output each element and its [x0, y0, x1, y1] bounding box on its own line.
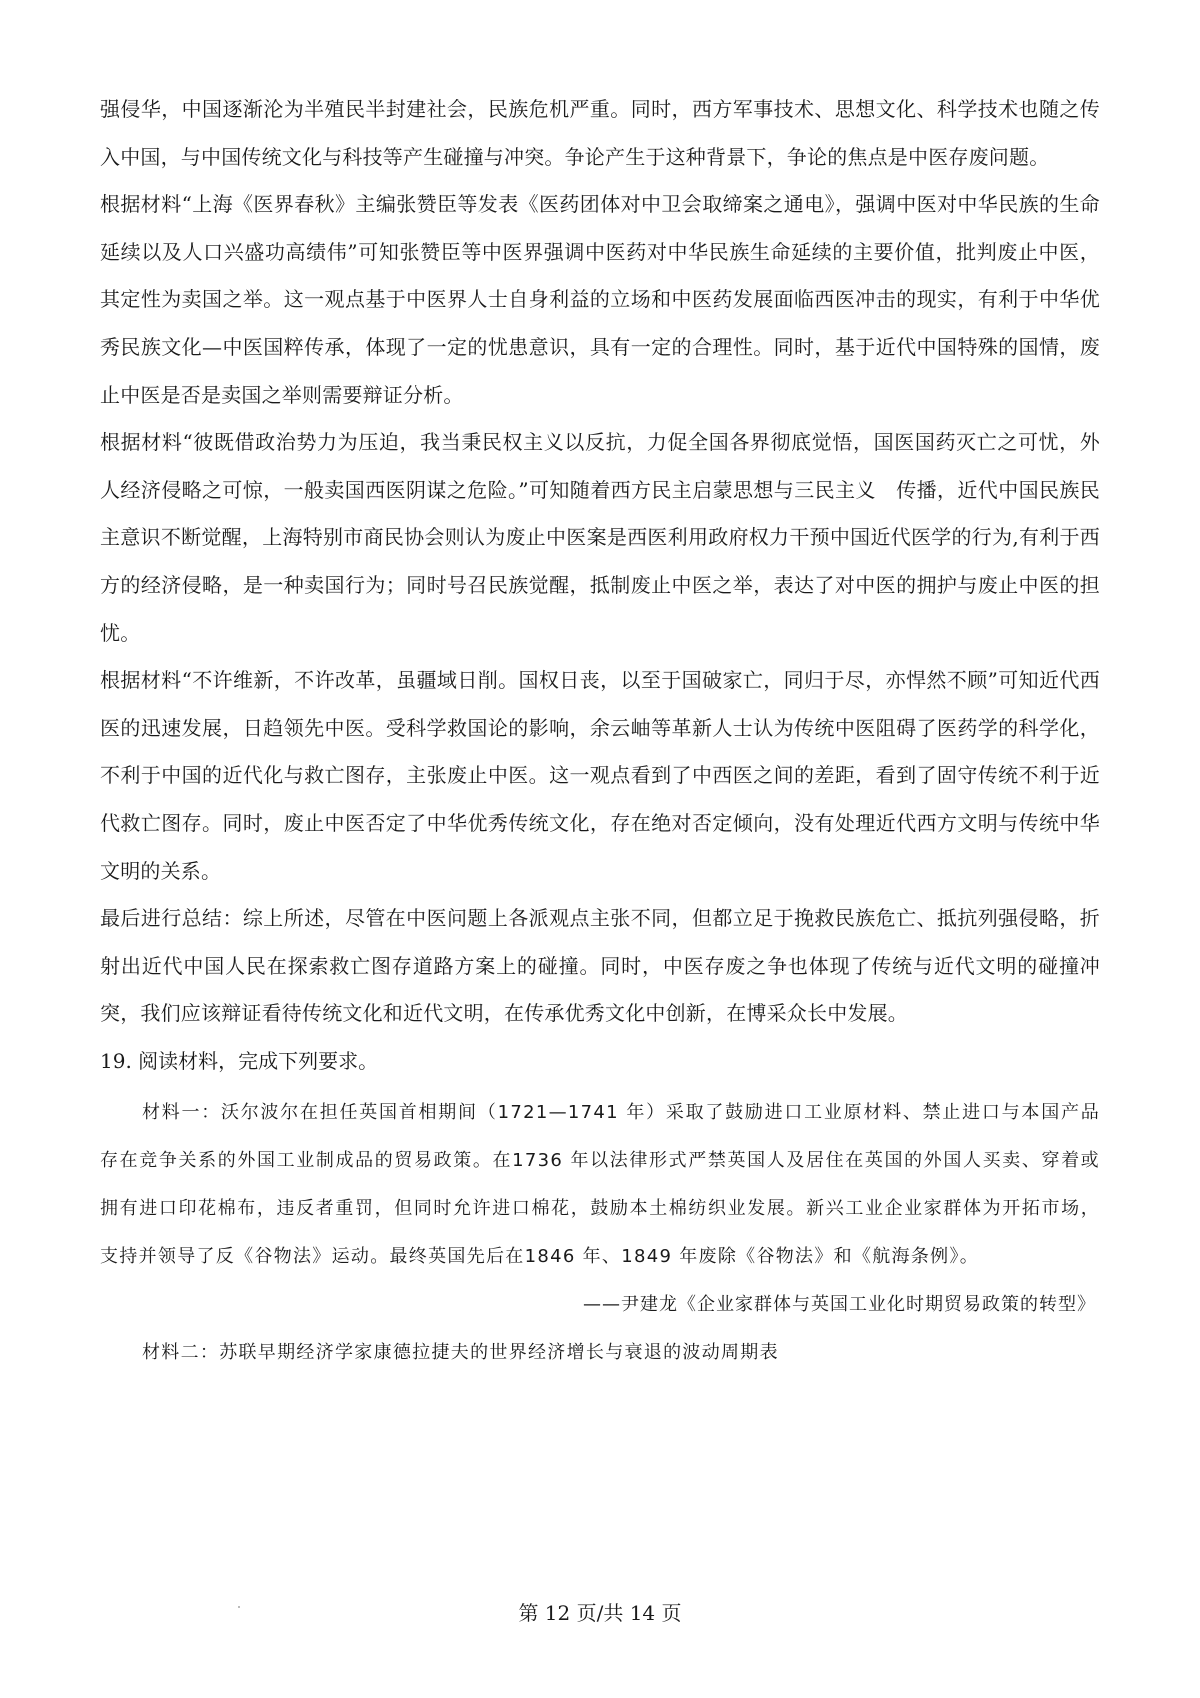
- page-content: [100, 86, 1100, 1377]
- page-number-footer: 第 12 页/共 14 页: [518, 1601, 682, 1625]
- material-one-source: ——尹建龙《企业家群体与英国工业化时期贸易政策的转型》: [583, 1294, 1096, 1316]
- analysis-paragraph-yu-yunxiu: 根据材料“不许维新，不许改革，虽疆域日削。国权日丧，以至于国破家亡，同归于尽，亦悍然不顾”可知近代西医的迅速发展，日趋领先中医。受科学救国论的影响，余云岫等革新人士认为传统中医阻碍了医药学的科学化，不利于中国的近代化与救亡图存，主张废止中医。这一观点看到了中西医之间的差距，看到了固守传统不利于近代救亡图存。同时，废止中医否定了中华优秀传统文化，存在绝对否定倾向，没有处理近代西方文明与传统中华文明的关系。: [100, 668, 1100, 883]
- material-one-text: 材料一：沃尔波尔在担任英国首相期间（1721—1741 年）采取了鼓励进口工业原材料、禁止进口与本国产品存在竞争关系的外国工业制成品的贸易政策。在1736 年以法律形式严禁英国人及居住在英国的外国人买卖、穿着或拥有进口印花棉布，违反者重罚，但同时允许进口棉花，鼓励本土棉纺织业发展。新兴工业企业家群体为开拓市场，支持并领导了反《谷物法》运动。最终英国先后在1846 年、1849 年废除《谷物法》和《航海条例》。: [100, 1102, 1100, 1268]
- analysis-paragraph-merchants-association: 根据材料“彼既借政治势力为压迫，我当秉民权主义以反抗，力促全国各界彻底觉悟，国医国药灭亡之可忧，外人经济侵略之可惊，一般卖国西医阴谋之危险。”可知随着西方民主启蒙思想与三民主义 传播，近代中国民族民主意识不断觉醒，上海特别市商民协会则认为废止中医案是西医利用政府权力干预中国近代医学的行为,有利于西方的经济侵略，是一种卖国行为；同时号召民族觉醒，抵制废止中医之举，表达了对中医的拥护与废止中医的担忧。: [100, 430, 1100, 645]
- material-two-text: 材料二：苏联早期经济学家康德拉捷夫的世界经济增长与衰退的波动周期表: [142, 1342, 779, 1364]
- question-19-title: 19. 阅读材料，完成下列要求。: [100, 1048, 379, 1073]
- analysis-paragraph-summary: 最后进行总结：综上所述，尽管在中医问题上各派观点主张不同，但都立足于挽救民族危亡、抵抗列强侵略，折射出近代中国人民在探索救亡图存道路方案上的碰撞。同时，中医存废之争也体现了传统与近代文明的碰撞冲突，我们应该辩证看待传统文化和近代文明，在传承优秀文化中创新，在博采众长中发展。: [100, 906, 1100, 1026]
- analysis-paragraph-zhang-zanchen: 根据材料“上海《医界春秋》主编张赞臣等发表《医药团体对中卫会取缔案之通电》，强调中医对中华民族的生命延续以及人口兴盛功高绩伟”可知张赞臣等中医界强调中医药对中华民族生命延续的主要价值，批判废止中医，其定性为卖国之举。这一观点基于中医界人士自身利益的立场和中医药发展面临西医冲击的现实，有利于中华优秀民族文化—中医国粹传承，体现了一定的忧患意识，具有一定的合理性。同时，基于近代中国特殊的国情，废止中医是否是卖国之举则需要辩证分析。: [100, 192, 1100, 407]
- analysis-paragraph-background: 强侵华，中国逐渐沦为半殖民半封建社会，民族危机严重。同时，西方军事技术、思想文化、科学技术也随之传入中国，与中国传统文化与科技等产生碰撞与冲突。争论产生于这种背景下，争论的焦点是中医存废问题。: [100, 97, 1100, 169]
